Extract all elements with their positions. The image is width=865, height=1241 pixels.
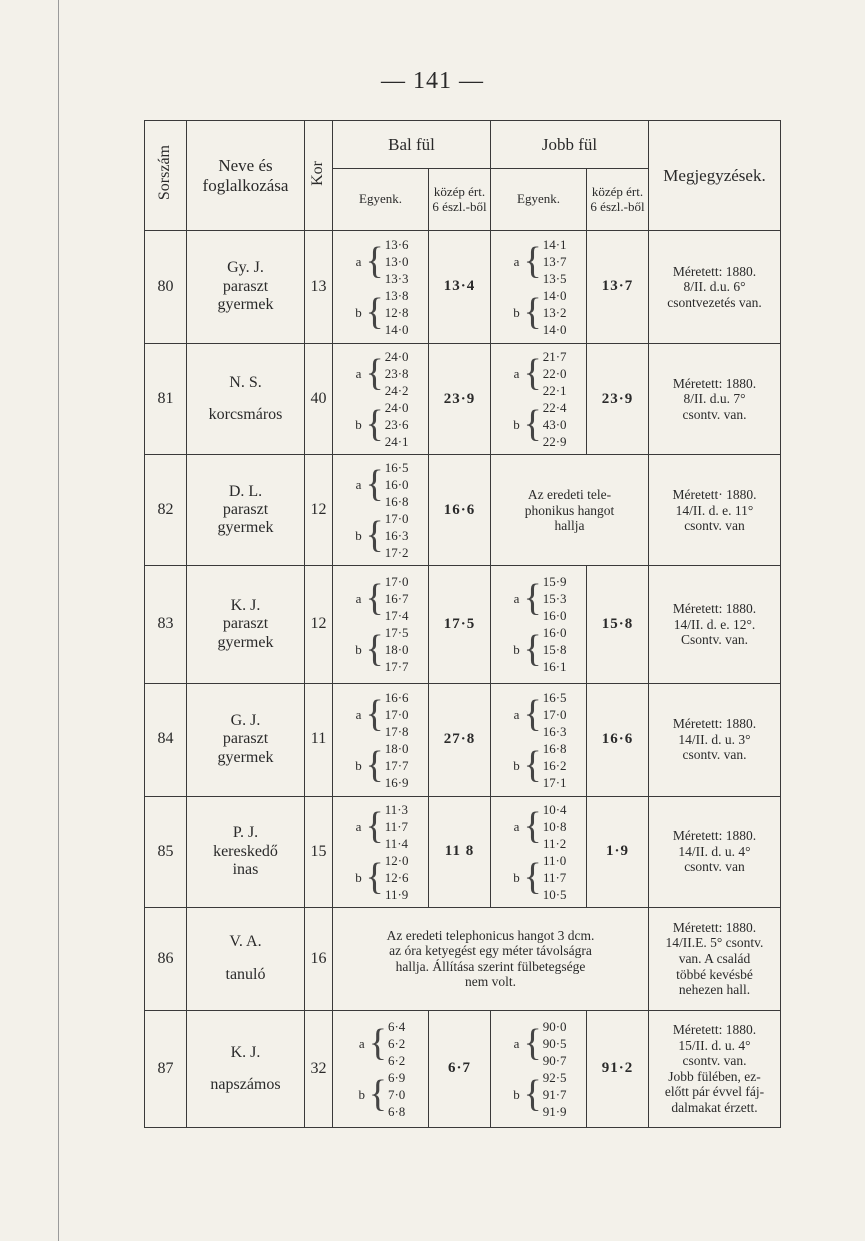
header-jobb-egyenk: Egyenk. bbox=[491, 169, 587, 231]
person-age: 12 bbox=[305, 566, 333, 683]
person-age: 11 bbox=[305, 683, 333, 796]
right-ear-average: 13·7 bbox=[587, 231, 649, 344]
table-row bbox=[145, 796, 781, 907]
header-sorszam: Sorszám bbox=[145, 121, 187, 231]
right-ear-measurements: a { 10·4 10·8 11·2 b { 11·0 11·7 10·5 bbox=[491, 796, 587, 907]
left-ear-measurements: a { 16·5 16·0 16·8 b { 17·0 16·3 17·2 bbox=[333, 455, 429, 566]
left-ear-measurements: a { 6·4 6·2 6·2 b { 6·9 7·0 6·8 bbox=[333, 1010, 429, 1127]
header-kor: Kor bbox=[305, 121, 333, 231]
right-ear-measurements: a { 90·0 90·5 90·7 b { 92·5 91·7 91·9 bbox=[491, 1010, 587, 1127]
remarks: Méretett: 1880. 14/II. d. e. 12°. Csontv. van. bbox=[649, 566, 781, 683]
row-number: 85 bbox=[145, 796, 187, 907]
person-age: 15 bbox=[305, 796, 333, 907]
person-name: K. J. paraszt gyermek bbox=[187, 566, 305, 683]
header-megjegyzesek: Megjegyzések. bbox=[649, 121, 781, 231]
remarks: Méretett: 1880. 8/II. d.u. 6° csontvezetés van. bbox=[649, 231, 781, 344]
right-ear-average: 16·6 bbox=[587, 683, 649, 796]
left-ear-measurements: a { 24·0 23·8 24·2 b { 24·0 23·6 24·1 bbox=[333, 344, 429, 455]
row-number: 83 bbox=[145, 566, 187, 683]
left-ear-average: 13·4 bbox=[429, 231, 491, 344]
left-ear-average: 11 8 bbox=[429, 796, 491, 907]
person-age: 16 bbox=[305, 907, 333, 1010]
page-fold-line bbox=[58, 0, 59, 1241]
header-bal-ful: Bal fül bbox=[333, 121, 491, 169]
person-name: K. J. napszámos bbox=[187, 1010, 305, 1127]
table-row bbox=[145, 566, 781, 683]
left-ear-average: 6·7 bbox=[429, 1010, 491, 1127]
table-row bbox=[145, 1010, 781, 1127]
table-row bbox=[145, 231, 781, 344]
header-neve: Neve és foglalkozása bbox=[187, 121, 305, 231]
right-ear-measurements: a { 16·5 17·0 16·3 b { 16·8 16·2 17·1 bbox=[491, 683, 587, 796]
table-row bbox=[145, 455, 781, 566]
remarks: Méretett: 1880. 14/II.E. 5° csontv. van. A család többé kevésbé nehezen hall. bbox=[649, 907, 781, 1010]
person-name: N. S. korcsmáros bbox=[187, 344, 305, 455]
row-number: 84 bbox=[145, 683, 187, 796]
header-bal-kozep: közép ért. 6 észl.-ből bbox=[429, 169, 491, 231]
table-row bbox=[145, 907, 781, 1010]
remarks: Méretett: 1880. 14/II. d. u. 3° csontv. van. bbox=[649, 683, 781, 796]
left-ear-average: 17·5 bbox=[429, 566, 491, 683]
right-ear-average: 91·2 bbox=[587, 1010, 649, 1127]
right-ear-average: 15·8 bbox=[587, 566, 649, 683]
remarks: Méretett· 1880. 14/II. d. e. 11° csontv. van bbox=[649, 455, 781, 566]
page-number: — 141 — bbox=[381, 68, 484, 94]
right-ear-measurements: a { 15·9 15·3 16·0 b { 16·0 15·8 16·1 bbox=[491, 566, 587, 683]
header-bal-egyenk: Egyenk. bbox=[333, 169, 429, 231]
left-ear-measurements: a { 11·3 11·7 11·4 b { 12·0 12·6 11·9 bbox=[333, 796, 429, 907]
hearing-measurement-table bbox=[144, 120, 781, 1128]
left-ear-average: 23·9 bbox=[429, 344, 491, 455]
hearing-remark: Az eredeti telephonicus hangot 3 dcm. az óra ketyegést egy méter távolságra hallja. Állítása szerint fülbetegsége nem volt. bbox=[333, 907, 649, 1010]
person-age: 40 bbox=[305, 344, 333, 455]
left-ear-measurements: a { 16·6 17·0 17·8 b { 18·0 17·7 16·9 bbox=[333, 683, 429, 796]
left-ear-measurements: a { 17·0 16·7 17·4 b { 17·5 18·0 17·7 bbox=[333, 566, 429, 683]
row-number: 81 bbox=[145, 344, 187, 455]
person-name: P. J. kereskedő inas bbox=[187, 796, 305, 907]
person-age: 12 bbox=[305, 455, 333, 566]
left-ear-average: 16·6 bbox=[429, 455, 491, 566]
person-age: 13 bbox=[305, 231, 333, 344]
right-ear-average: 1·9 bbox=[587, 796, 649, 907]
remarks: Méretett: 1880. 8/II. d.u. 7° csontv. van. bbox=[649, 344, 781, 455]
row-number: 82 bbox=[145, 455, 187, 566]
row-number: 87 bbox=[145, 1010, 187, 1127]
header-jobb-ful: Jobb fül bbox=[491, 121, 649, 169]
table-row bbox=[145, 344, 781, 455]
person-name: Gy. J. paraszt gyermek bbox=[187, 231, 305, 344]
person-age: 32 bbox=[305, 1010, 333, 1127]
row-number: 80 bbox=[145, 231, 187, 344]
remarks: Méretett: 1880. 15/II. d. u. 4° csontv. van. Jobb fülében, ez- előtt pár évvel fáj- dalmakat érzett. bbox=[649, 1010, 781, 1127]
remarks: Méretett: 1880. 14/II. d. u. 4° csontv. van bbox=[649, 796, 781, 907]
right-ear-measurements: a { 21·7 22·0 22·1 b { 22·4 43·0 22·9 bbox=[491, 344, 587, 455]
person-name: V. A. tanuló bbox=[187, 907, 305, 1010]
right-ear-measurements: a { 14·1 13·7 13·5 b { 14·0 13·2 14·0 bbox=[491, 231, 587, 344]
person-name: G. J. paraszt gyermek bbox=[187, 683, 305, 796]
left-ear-measurements: a { 13·6 13·0 13·3 b { 13·8 12·8 14·0 bbox=[333, 231, 429, 344]
right-ear-remark: Az eredeti tele- phonikus hangot hallja bbox=[491, 455, 649, 566]
header-jobb-kozep: közép ért. 6 észl.-ből bbox=[587, 169, 649, 231]
row-number: 86 bbox=[145, 907, 187, 1010]
person-name: D. L. paraszt gyermek bbox=[187, 455, 305, 566]
left-ear-average: 27·8 bbox=[429, 683, 491, 796]
right-ear-average: 23·9 bbox=[587, 344, 649, 455]
table-row bbox=[145, 683, 781, 796]
